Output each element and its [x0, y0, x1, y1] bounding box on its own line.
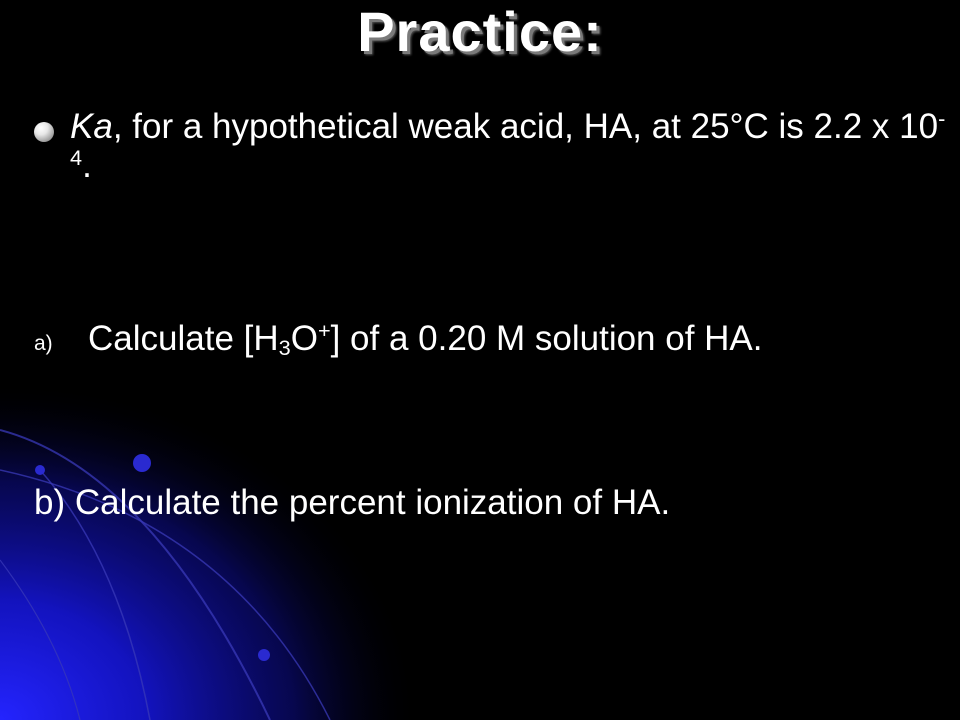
decor-dot — [35, 465, 45, 475]
bullet-body: , for a hypothetical weak acid, HA, at 25°C is 2.2 x 10 — [112, 107, 939, 146]
bullet-text — [70, 108, 950, 185]
question-a — [34, 320, 934, 359]
question-a-text-start: Calculate [H — [88, 319, 279, 358]
decor-dot — [258, 649, 270, 661]
exponent: -4 — [70, 106, 946, 170]
decor-dot — [133, 454, 151, 472]
subscript: 3 — [278, 335, 291, 361]
question-b: b) Calculate the percent ionization of HA. — [34, 483, 671, 522]
superscript: + — [317, 318, 331, 344]
ka-term: Ka — [70, 107, 113, 146]
question-a-marker: a) — [34, 332, 53, 355]
slide-title: Practice: — [357, 0, 603, 63]
question-a-text-mid: O — [290, 319, 318, 358]
question-a-text-end: ] of a 0.20 M solution of HA. — [330, 319, 763, 358]
bullet-end: . — [82, 145, 92, 185]
bullet-point-icon — [34, 122, 54, 142]
